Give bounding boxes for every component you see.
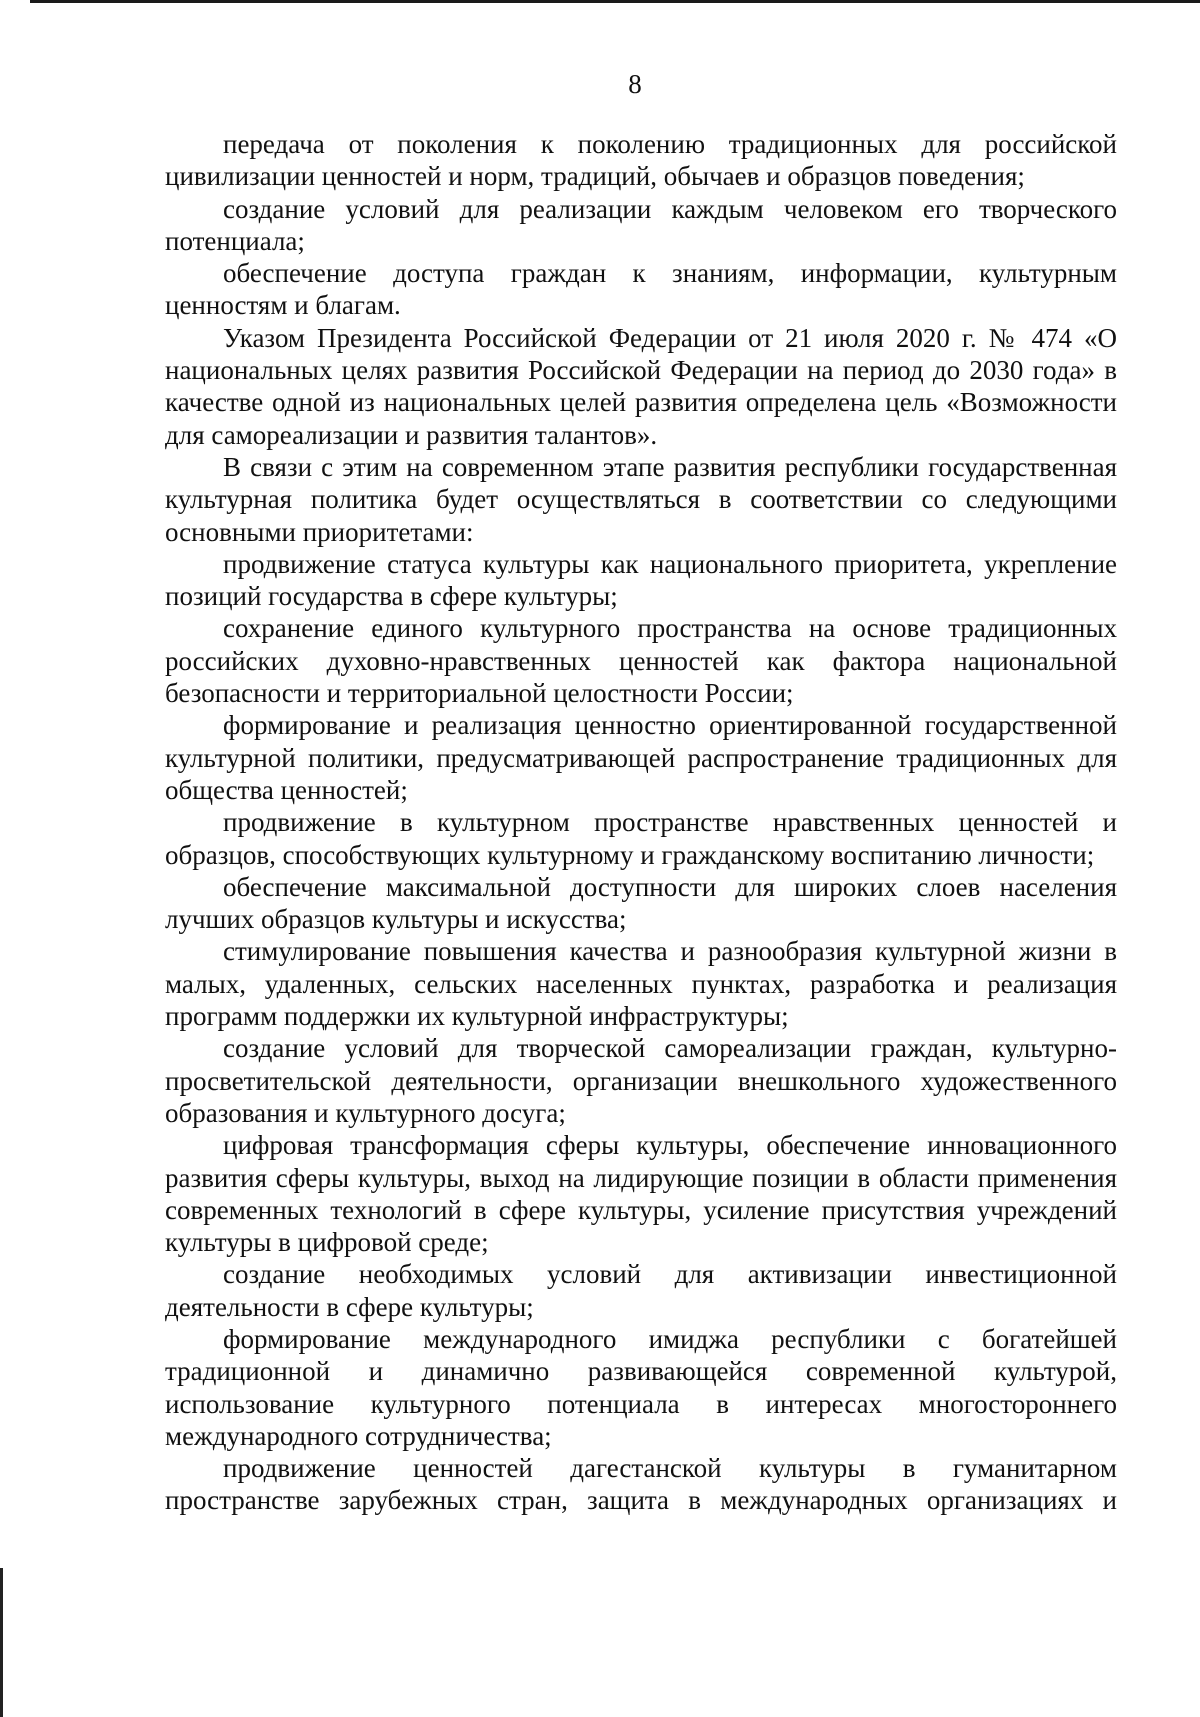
paragraph: создание условий для творческой самореализации граждан, культурно-просветительской деятельности, организации внешкольного художественного образования и культурного досуга; — [165, 1033, 1117, 1128]
paragraph: формирование международного имиджа республики с богатейшей традиционной и динамично развивающейся современной культурой, использование культурного потенциала в интересах многостороннего международного сотрудничества; — [165, 1323, 1117, 1451]
paragraph: продвижение в культурном пространстве нравственных ценностей и образцов, способствующих культурному и гражданскому воспитанию личности; — [165, 807, 1117, 870]
paragraph: продвижение статуса культуры как национального приоритета, укрепление позиций государства в сфере культуры; — [165, 548, 1117, 612]
document-body — [165, 128, 1117, 1517]
paragraph: Указом Президента Российской Федерации от 21 июля 2020 г. № 474 «О национальных целях развития Российской Федерации на период до 2030 года» в качестве одной из национальных целей развития определена цель «Возможности для самореализации и развития талантов». — [165, 322, 1117, 450]
scan-edge-left — [0, 1568, 3, 1717]
paragraph: цифровая трансформация сферы культуры, обеспечение инновационного развития сферы культуры, выход на лидирующие позиции в области применения современных технологий в сфере культуры, усиление присутствия учреждений культуры в цифровой среде; — [165, 1130, 1117, 1258]
paragraph: обеспечение максимальной доступности для широких слоев населения лучших образцов культуры и искусства; — [165, 871, 1117, 935]
paragraph: стимулирование повышения качества и разнообразия культурной жизни в малых, удаленных, сельских населенных пунктах, разработка и реализация программ поддержки их культурной инфраструктуры; — [165, 936, 1117, 1032]
paragraph: сохранение единого культурного пространства на основе традиционных российских духовно-нравственных ценностей как фактора национальной безопасности и территориальной целостности России; — [165, 613, 1117, 709]
scan-edge-top — [30, 0, 1200, 3]
page-number: 8 — [628, 69, 642, 99]
paragraph: продвижение ценностей дагестанской культуры в гуманитарном пространстве зарубежных стран, защита в международных организациях и — [165, 1453, 1117, 1516]
paragraph: создание условий для реализации каждым человеком его творческого потенциала; — [165, 193, 1117, 256]
paragraph: формирование и реализация ценностно ориентированной государственной культурной политики, предусматривающей распространение традиционных для общества ценностей; — [165, 710, 1117, 805]
paragraph: передача от поколения к поколению традиционных для российской цивилизации ценностей и норм, традиций, обычаев и образцов поведения; — [165, 129, 1117, 192]
paragraph: создание необходимых условий для активизации инвестиционной деятельности в сфере культуры; — [165, 1259, 1117, 1322]
paragraph: обеспечение доступа граждан к знаниям, информации, культурным ценностям и благам. — [165, 258, 1117, 321]
paragraph: В связи с этим на современном этапе развития республики государственная культурная политика будет осуществляться в соответствии со следующими основными приоритетами: — [165, 451, 1117, 547]
